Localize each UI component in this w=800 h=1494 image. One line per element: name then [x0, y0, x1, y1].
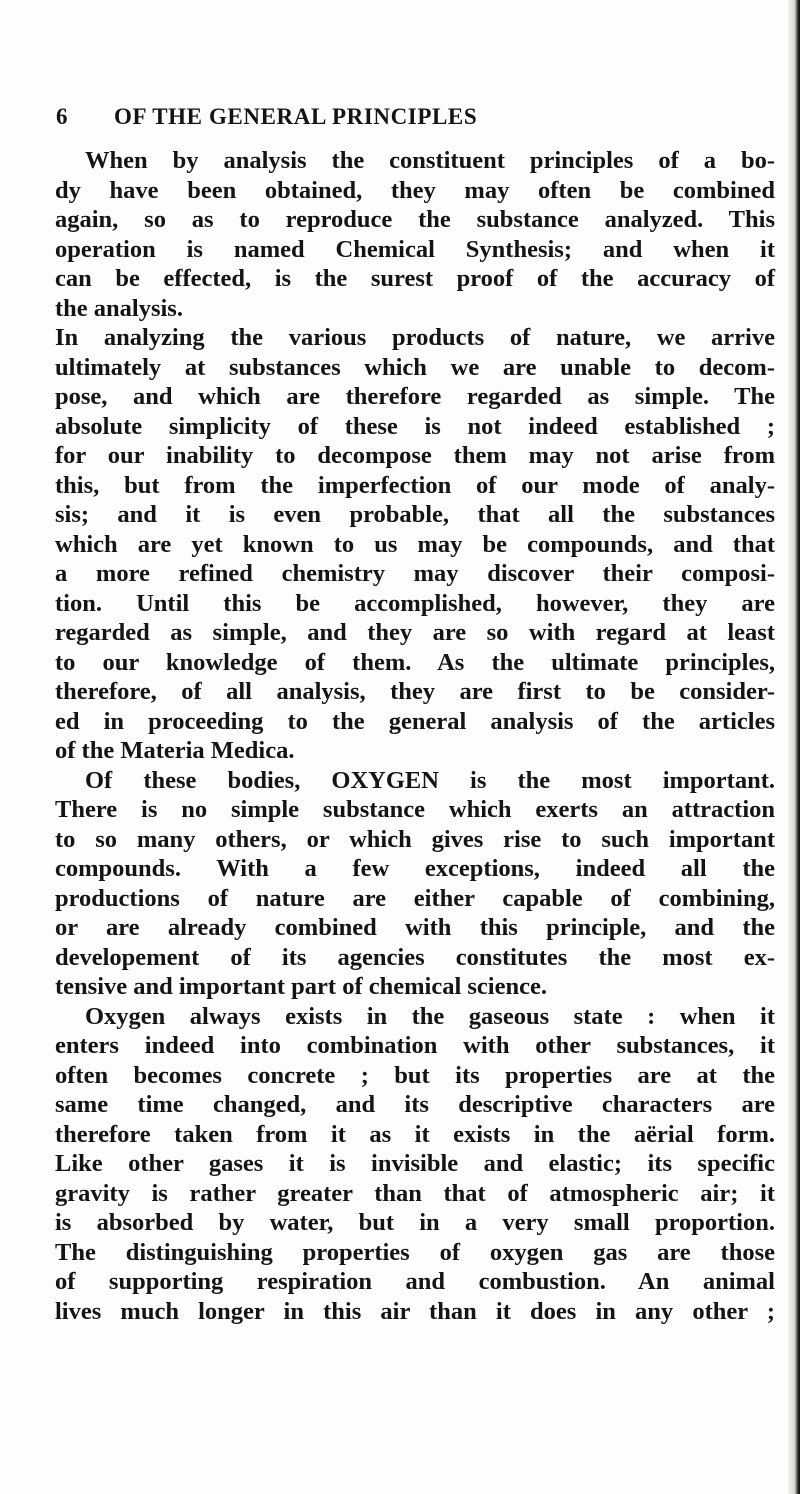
text-line: same time changed, and its descriptive characters are	[55, 1091, 775, 1118]
text-line: again, so as to reproduce the substance analyzed. This	[55, 206, 775, 233]
text-line: lives much longer in this air than it does in any other ;	[55, 1297, 775, 1325]
text-line: ultimately at substances which we are unable to decom-	[55, 353, 775, 381]
text-line: can be effected, is the surest proof of the accuracy of	[55, 265, 775, 292]
text-line: therefore, of all analysis, they are first to be consider-	[55, 678, 775, 705]
body-text	[55, 146, 775, 1326]
text-line: a more refined chemistry may discover their composi-	[55, 560, 775, 587]
text-line: enters indeed into combination with other substances, it	[55, 1032, 775, 1059]
text-line: developement of its agencies constitutes the most ex-	[55, 943, 775, 971]
text-line: tion. Until this be accomplished, however, they are	[55, 589, 775, 617]
text-line: of supporting respiration and combustion. An animal	[55, 1268, 775, 1295]
text-line: pose, and which are therefore regarded as simple. The	[55, 383, 775, 410]
text-line: operation is named Chemical Synthesis; and when it	[55, 235, 775, 263]
text-line: is absorbed by water, but in a very small proportion.	[55, 1209, 775, 1236]
text-line: The distinguishing properties of oxygen gas are those	[55, 1238, 775, 1266]
text-line: sis; and it is even probable, that all the substances	[55, 501, 775, 528]
text-line: the analysis.	[55, 294, 183, 322]
text-line: When by analysis the constituent principles of a bo-	[85, 147, 775, 174]
text-line: Oxygen always exists in the gaseous state : when it	[85, 1002, 775, 1030]
text-line: for our inability to decompose them may not arise from	[55, 442, 775, 469]
text-line: therefore taken from it as it exists in the aërial form.	[55, 1120, 775, 1148]
text-line: tensive and important part of chemical science.	[55, 973, 547, 1000]
text-line: productions of nature are either capable of combining,	[55, 884, 775, 912]
running-head: OF THE GENERAL PRINCIPLES	[114, 104, 478, 129]
text-line: compounds. With a few exceptions, indeed all the	[55, 855, 775, 882]
page-number: 6	[56, 104, 68, 129]
text-line: to our knowledge of them. As the ultimate principles,	[55, 648, 775, 676]
text-line: There is no simple substance which exerts an attraction	[55, 796, 775, 823]
text-line: dy have been obtained, they may often be combined	[55, 176, 775, 204]
text-line: Like other gases it is invisible and elastic; its specific	[55, 1150, 775, 1177]
page-header	[56, 104, 736, 140]
text-line: of the Materia Medica.	[55, 737, 295, 764]
page-edge-shadow	[788, 0, 800, 1494]
text-line: gravity is rather greater than that of atmospheric air; it	[55, 1179, 775, 1207]
text-line: ed in proceeding to the general analysis of the articles	[55, 707, 775, 735]
text-line: to so many others, or which gives rise to such important	[55, 825, 775, 853]
text-line: In analyzing the various products of nature, we arrive	[55, 324, 775, 351]
text-line: often becomes concrete ; but its properties are at the	[55, 1061, 775, 1089]
text-line: absolute simplicity of these is not indeed established ;	[55, 412, 775, 440]
text-line: which are yet known to us may be compounds, and that	[55, 530, 775, 558]
text-line: Of these bodies, OXYGEN is the most important.	[85, 766, 775, 794]
text-line: this, but from the imperfection of our mode of analy-	[55, 471, 775, 499]
text-line: or are already combined with this principle, and the	[55, 914, 775, 941]
text-line: regarded as simple, and they are so with regard at least	[55, 619, 775, 646]
